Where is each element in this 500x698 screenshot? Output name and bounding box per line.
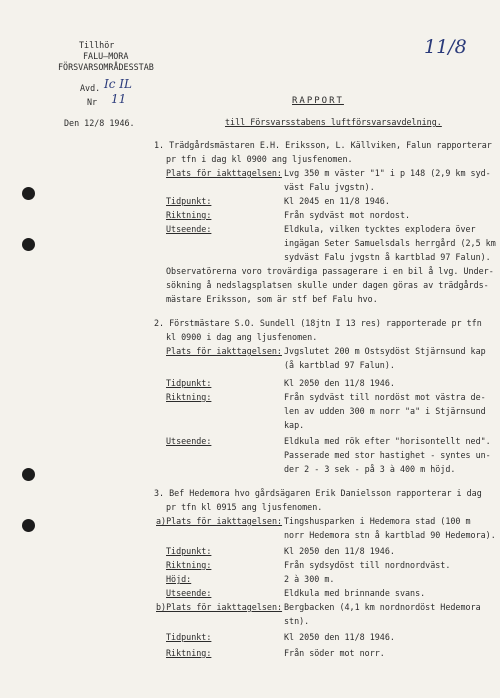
s2-rikt-line1: Från sydväst till nordöst mot västra de- — [284, 392, 486, 402]
s3a-tid: Kl 2050 den 11/8 1946. — [284, 546, 395, 556]
nr-value: 11 — [111, 92, 127, 106]
s2-plats-line1: Jvgslutet 200 m Ostsydöst Stjärnsund kap — [284, 346, 486, 356]
s2-intro-line1: 2. Förstmästare S.O. Sundell (18jtn I 13 res) rapporterade pr tfn — [154, 318, 482, 328]
s1-plats-line2: väst Falu jvgstn). — [284, 182, 375, 192]
s1-obs-line3: mästare Eriksson, som är stf bef Falu hvo. — [166, 294, 378, 304]
s2-tid: Kl 2050 den 11/8 1946. — [284, 378, 395, 388]
s3b-plats-line1: Bergbacken (4,1 km nordnordöst Hedemora — [284, 602, 481, 612]
report-subtitle: till Försvarsstabens luftförsvarsavdelning. — [225, 117, 442, 127]
s3a-plats-line2: norr Hedemora stn å kartblad 90 Hedemora). — [284, 530, 496, 540]
nr-label: Nr — [87, 97, 98, 107]
s2-uts-label: Utseende: — [166, 436, 212, 446]
s1-uts-line2: ingägan Seter Samuelsdals herrgård (2,5 km — [284, 238, 496, 248]
header-line2: FALU—MORA — [83, 51, 129, 61]
s2-rikt-line2: len av udden 300 m norr "a" i Stjärnsund — [284, 406, 486, 416]
s1-uts-line1: Eldkula, vilken tycktes explodera över — [284, 224, 476, 234]
header-line3: FÖRSVARSOMRÅDESSTAB — [58, 62, 154, 72]
s1-intro-line1: 1. Trädgårdsmästaren E.H. Eriksson, L. Källviken, Falun rapporterar — [154, 140, 492, 150]
s1-obs-line1: Observatörerna voro trovärdiga passagerare i en bil å lvg. Under- — [166, 266, 494, 276]
s1-plats-line1: Lvg 350 m väster "1" i p 148 (2,9 km syd- — [284, 168, 491, 178]
s3b-rikt-label: Riktning: — [166, 648, 212, 658]
s2-uts-line3: der 2 - 3 sek - på 3 à 400 m höjd. — [284, 464, 456, 474]
s1-intro-line2: pr tfn i dag kl 0900 ang ljusfenomen. — [166, 154, 353, 164]
s2-plats-line2: (å kartblad 97 Falun). — [284, 360, 395, 370]
s3a-hojd-label: Höjd: — [166, 574, 192, 584]
binder-hole — [22, 519, 35, 532]
s1-tid: Kl 2045 en 11/8 1946. — [284, 196, 390, 206]
s1-uts-label: Utseende: — [166, 224, 212, 234]
s1-tid-label: Tidpunkt: — [166, 196, 212, 206]
s3a-plats-label: a)Plats för iakttagelsen: — [156, 516, 283, 526]
s3a-plats-line1: Tingshusparken i Hedemora stad (100 m — [284, 516, 471, 526]
s3b-plats-label: b)Plats för iakttagelsen: — [156, 602, 283, 612]
document-date: Den 12/8 1946. — [64, 118, 135, 128]
binder-hole — [22, 238, 35, 251]
s1-uts-line3: sydväst Falu jvgstn å kartblad 97 Falun). — [284, 252, 491, 262]
s3b-tid-label: Tidpunkt: — [166, 632, 212, 642]
s3a-uts: Eldkula med brinnande svans. — [284, 588, 426, 598]
s2-uts-line2: Passerade med stor hastighet - syntes un- — [284, 450, 491, 460]
header-line1: Tillhör — [79, 40, 115, 50]
s1-plats-label: Plats för iakttagelsen: — [166, 168, 282, 178]
binder-hole — [22, 468, 35, 481]
s3a-rikt: Från sydsydöst till nordnordväst. — [284, 560, 451, 570]
report-title: RAPPORT — [292, 96, 344, 106]
s3-intro-line2: pr tfn kl 0915 ang ljusfenomen. — [166, 502, 323, 512]
s3a-tid-label: Tidpunkt: — [166, 546, 212, 556]
s3a-hojd: 2 à 300 m. — [284, 574, 335, 584]
s2-rikt-label: Riktning: — [166, 392, 212, 402]
s3b-tid: Kl 2050 den 11/8 1946. — [284, 632, 395, 642]
s2-uts-line1: Eldkula med rök efter "horisontellt ned". — [284, 436, 491, 446]
binder-hole — [22, 187, 35, 200]
s3a-uts-label: Utseende: — [166, 588, 212, 598]
s1-obs-line2: sökning å nedslagsplatsen skulle under dagen göras av trädgårds- — [166, 280, 489, 290]
s3-intro-line1: 3. Bef Hedemora hvo gårdsägaren Erik Danielsson rapporterar i dag — [154, 488, 482, 498]
s2-rikt-line3: kap. — [284, 420, 305, 430]
s3a-rikt-label: Riktning: — [166, 560, 212, 570]
avd-value: Ic IL — [104, 77, 132, 91]
s1-rikt: Från sydväst mot nordost. — [284, 210, 411, 220]
s3b-rikt: Från söder mot norr. — [284, 648, 385, 658]
s2-plats-label: Plats för iakttagelsen: — [166, 346, 282, 356]
s1-rikt-label: Riktning: — [166, 210, 212, 220]
s2-intro-line2: kl 0900 i dag ang ljusfenomen. — [166, 332, 318, 342]
corner-note: 11/8 — [424, 36, 467, 58]
avd-label: Avd. — [80, 83, 101, 93]
s2-tid-label: Tidpunkt: — [166, 378, 212, 388]
s3b-plats-line2: stn). — [284, 616, 310, 626]
